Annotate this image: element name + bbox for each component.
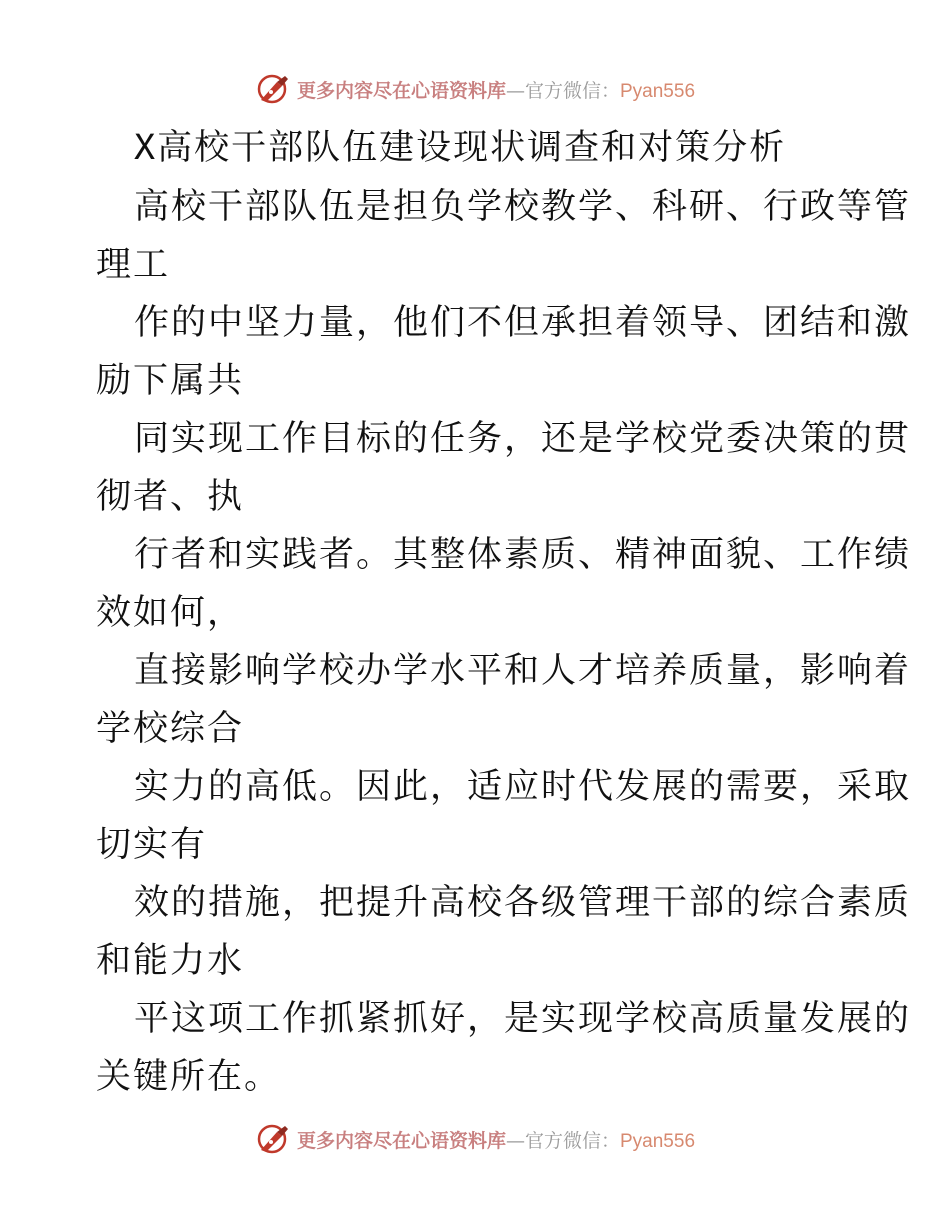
paragraph-line: 效如何， (96, 593, 245, 633)
paragraph-line: 关键所在。 (96, 1057, 282, 1097)
paragraph-line: 平这项工作抓紧抓好，是实现学校高质量发展的 (134, 999, 912, 1039)
paragraph-line: 和能力水 (96, 941, 245, 981)
paragraph-line: 实力的高低。因此，适应时代发展的需要，采取 (134, 767, 912, 807)
document-title: X高校干部队伍建设现状调查和对策分析 (134, 128, 787, 168)
paragraph-line: 高校干部队伍是担负学校教学、科研、行政等管 (134, 187, 912, 227)
watermark-separator: — (505, 1129, 525, 1152)
watermark-wechat-label: 官方微信： (524, 79, 620, 102)
paragraph-line: 同实现工作目标的任务，还是学校党委决策的贯 (134, 419, 912, 459)
paragraph-line: 作的中坚力量，他们不但承担着领导、团结和激 (134, 303, 912, 343)
pen-nib-logo-icon (255, 1122, 291, 1156)
paragraph-line: 直接影响学校办学水平和人才培养质量，影响着 (134, 651, 912, 691)
watermark-wechat-id: Pyan556 (620, 80, 696, 102)
paragraph-line: 学校综合 (96, 709, 245, 749)
paragraph-line: 彻者、执 (96, 477, 245, 517)
footer-watermark (0, 1122, 950, 1156)
watermark-text (297, 1126, 695, 1153)
watermark-separator: — (505, 79, 525, 102)
watermark-site: 更多内容尽在心语资料库 (296, 1129, 506, 1152)
paragraph-line: 励下属共 (96, 361, 245, 401)
watermark-site: 更多内容尽在心语资料库 (296, 79, 506, 102)
paragraph-line: 行者和实践者。其整体素质、精神面貌、工作绩 (134, 535, 912, 575)
watermark-wechat-label: 官方微信： (524, 1129, 620, 1152)
paragraph-line: 效的措施，把提升高校各级管理干部的综合素质 (134, 883, 912, 923)
paragraph-line: 理工 (96, 245, 171, 285)
paragraph-line: 切实有 (96, 825, 208, 865)
watermark-wechat-id: Pyan556 (620, 1130, 696, 1152)
